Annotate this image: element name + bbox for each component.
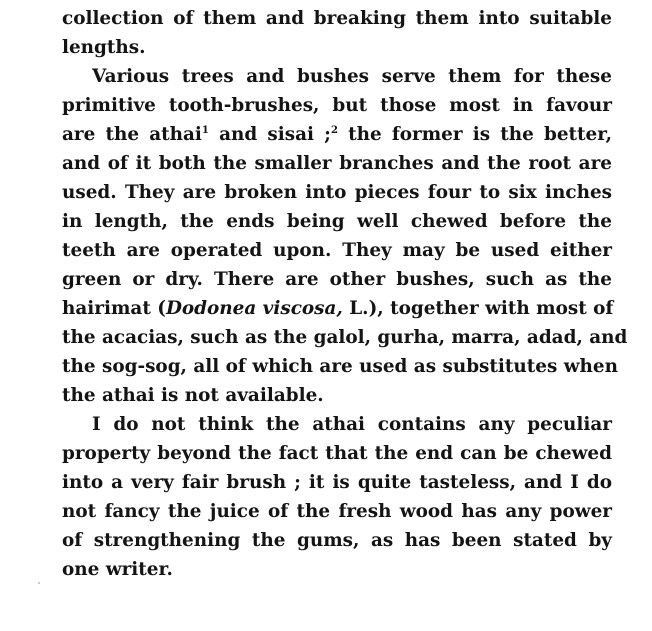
text-line <box>62 120 612 149</box>
text-line: the sog-sog, all of which are used as substitutes when <box>62 356 618 377</box>
text-line: I do not think the athai contains any peculiar <box>92 414 612 435</box>
text-segment: hairimat ( <box>62 298 166 319</box>
text-line: in length, the ends being well chewed before the <box>62 211 612 232</box>
text-segment: and sisai ; <box>219 124 331 145</box>
text-line: the athai is not available. <box>62 385 324 406</box>
text-segment: the former is the better, <box>348 124 612 145</box>
text-line: lengths. <box>62 37 146 58</box>
text-line: Various trees and bushes serve them for these <box>92 66 612 87</box>
text-line: used. They are broken into pieces four to six inches <box>62 182 612 203</box>
text-segment: are the athai <box>62 124 202 145</box>
text-line: of strengthening the gums, as has been stated by <box>62 530 612 551</box>
text-line: not fancy the juice of the fresh wood has any power <box>62 501 612 522</box>
paragraph-tooth-brushes <box>62 62 628 410</box>
species-name-italic: Dodonea viscosa, <box>165 298 343 319</box>
text-line: collection of them and breaking them into suitable <box>62 8 612 29</box>
text-line <box>62 294 612 323</box>
text-line: the acacias, such as the galol, gurha, marra, adad, and <box>62 327 628 348</box>
text-segment: L.), together with most of <box>342 298 614 319</box>
footnote-mark-2: 2 <box>330 125 338 136</box>
document-page <box>62 4 628 584</box>
text-line: into a very fair brush ; it is quite tasteless, and I do <box>62 472 612 493</box>
paragraph-continuation <box>62 4 612 62</box>
text-line: primitive tooth-brushes, but those most in favour <box>62 95 612 116</box>
paragraph-athai-property <box>62 410 612 584</box>
footnote-mark-1: 1 <box>201 125 209 136</box>
text-line: green or dry. There are other bushes, such as the <box>62 269 612 290</box>
text-line: teeth are operated upon. They may be used either <box>62 240 612 261</box>
text-line: one writer. <box>62 559 173 580</box>
paper-speck <box>38 582 40 584</box>
text-line: property beyond the fact that the end can be chewed <box>62 443 612 464</box>
text-line: and of it both the smaller branches and the root are <box>62 153 612 174</box>
